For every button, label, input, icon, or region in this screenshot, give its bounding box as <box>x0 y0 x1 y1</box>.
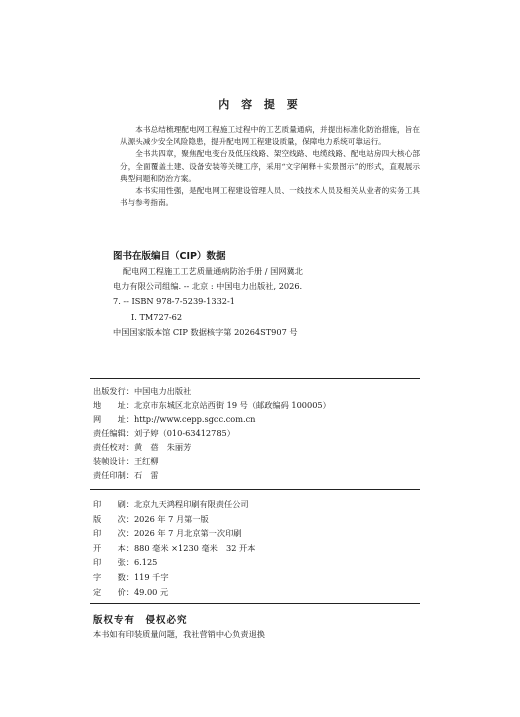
row-value: 石 雷 <box>133 470 159 480</box>
print-row <box>93 526 423 541</box>
divider-middle <box>90 489 420 490</box>
row-label: 版 次： <box>93 513 134 524</box>
row-value: 2026 年 7 月北京第一次印刷 <box>133 528 242 539</box>
cip-heading: 图书在版编目（CIP）数据 <box>113 251 226 262</box>
print-row <box>93 555 423 570</box>
divider-top <box>90 378 420 379</box>
row-value: 6.125 <box>133 557 158 568</box>
row-value: 119 千字 <box>133 571 169 582</box>
publisher-row <box>93 440 423 454</box>
rights-notice: 本书如有印装质量问题，我社营销中心负责退换 <box>93 629 265 639</box>
row-label: 印 刷： <box>93 499 134 509</box>
row-label: 印 次： <box>93 528 134 539</box>
row-label: 印 张： <box>93 557 134 568</box>
row-label: 网 址： <box>93 414 134 424</box>
print-row <box>93 585 423 600</box>
row-label: 责任印制： <box>93 470 134 480</box>
summary-paragraph: 本书实用性强，是配电网工程建设管理人员、一线技术人员及相关从业者的实务工具书与参考指南。 <box>120 186 420 208</box>
cip-class-number: Ⅰ. TM727-62 <box>131 311 183 322</box>
row-label: 字 数： <box>93 571 134 582</box>
cip-line: 配电网工程施工工艺质量通病防治手册 / 国网冀北 <box>123 266 303 276</box>
cip-block <box>113 264 423 340</box>
row-label: 出版发行： <box>93 386 134 396</box>
publisher-row <box>93 454 423 468</box>
print-row <box>93 497 423 512</box>
row-value: 2026 年 7 月第一版 <box>133 513 209 524</box>
row-value: 49.00 元 <box>133 586 169 597</box>
row-value: 北京九天鸿程印刷有限责任公司 <box>133 499 249 509</box>
summary-paragraph: 全书共四章，聚焦配电变台及低压线路、架空线路、电缆线路、配电站房四大核心部分，全面覆盖土建、设备安装等关键工序，采用“文字阐释＋实景图示”的形式，直观展示典型问题和防治方案。 <box>120 149 420 183</box>
publisher-row <box>93 384 423 398</box>
print-row <box>93 570 423 585</box>
row-label: 开 本： <box>93 542 134 553</box>
publisher-row <box>93 398 423 412</box>
divider-bottom <box>90 603 420 604</box>
cip-data-number: 中国国家版本馆 CIP 数据核字第 20264ST907 号 <box>113 326 298 337</box>
row-value: 黄 蓓 朱丽芳 <box>133 442 192 452</box>
row-label: 定 价： <box>93 586 134 597</box>
print-info <box>93 497 423 599</box>
row-value: 北京市东城区北京站西街 19 号（邮政编码 100005） <box>133 400 331 410</box>
row-value: 880 毫米 ×1230 毫米 32 开本 <box>133 542 256 553</box>
summary-body <box>120 124 420 209</box>
cip-line: 电力有限公司组编. -- 北京 : 中国电力出版社, 2026. <box>113 281 303 292</box>
row-value: 王红柳 <box>133 456 159 466</box>
row-label: 装帧设计： <box>93 456 134 466</box>
row-label: 地 址： <box>93 400 134 410</box>
row-label: 责任校对： <box>93 442 134 452</box>
publisher-info <box>93 384 423 482</box>
print-row <box>93 512 423 527</box>
print-row <box>93 541 423 556</box>
row-value: 刘子婷（010-63412785） <box>133 428 235 438</box>
cip-line: 7. -- ISBN 978-7-5239-1332-1 <box>113 296 235 307</box>
summary-paragraph: 本书总结梳理配电网工程施工过程中的工艺质量通病，并提出标准化防治措施，旨在从源头减少安全风险隐患，提升配电网工程建设质量，保障电力系统可靠运行。 <box>120 125 420 147</box>
publisher-row <box>93 468 423 482</box>
row-value: 中国电力出版社 <box>133 386 192 396</box>
rights-heading: 版权专有 侵权必究 <box>93 615 188 626</box>
website-link: http://www.cepp.sgcc.com.cn <box>133 414 256 424</box>
row-label: 责任编辑： <box>93 428 134 438</box>
publisher-row <box>93 426 423 440</box>
publisher-row <box>93 412 423 426</box>
summary-title: 内 容 提 要 <box>218 98 302 111</box>
